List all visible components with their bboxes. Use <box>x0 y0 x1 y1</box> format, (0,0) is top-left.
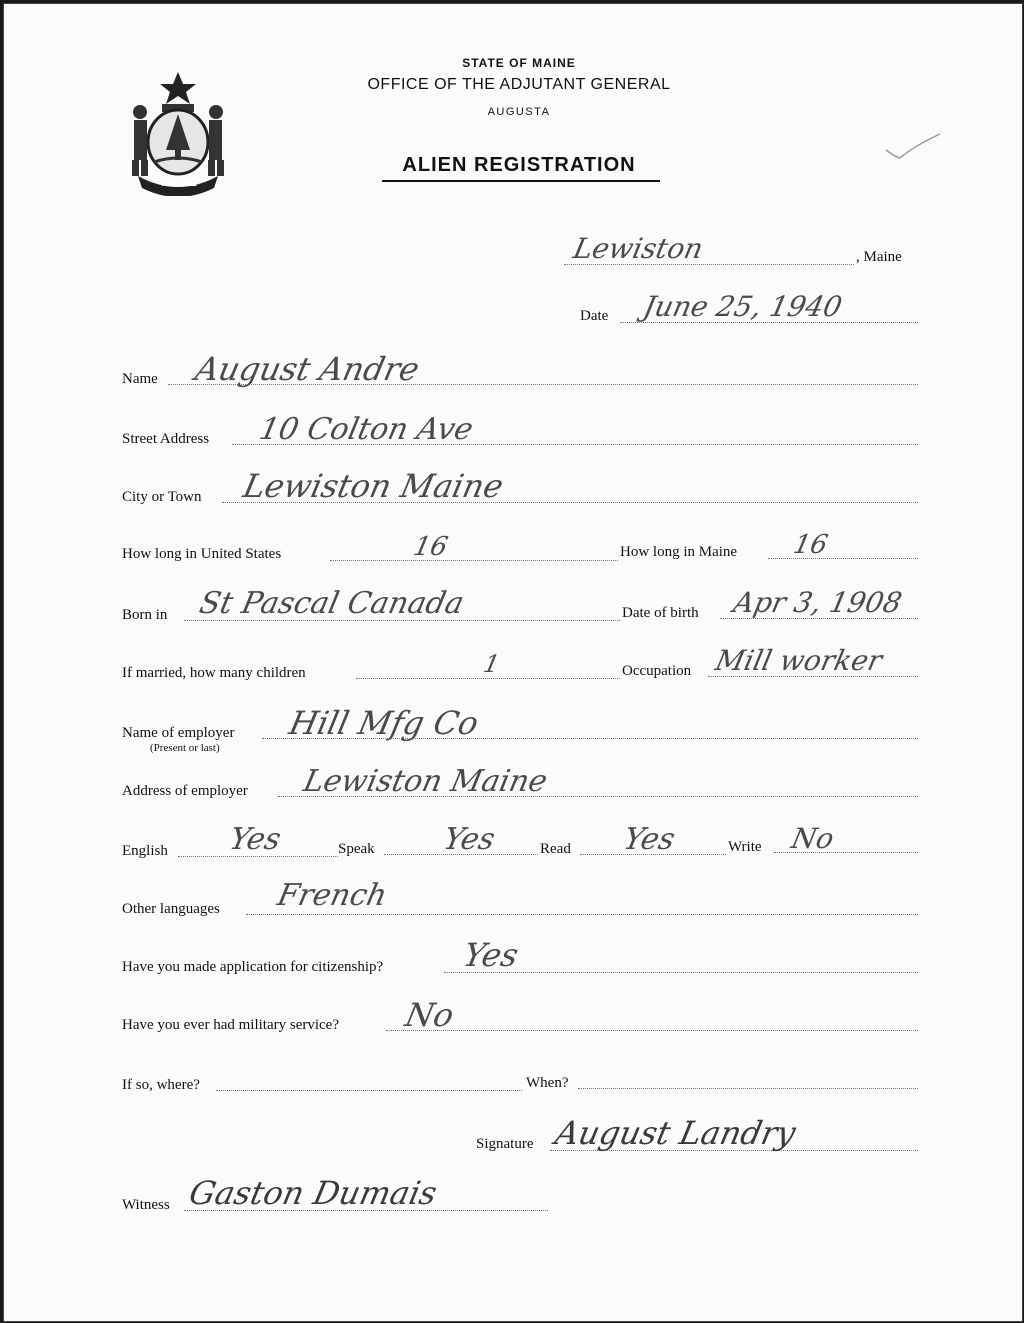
if-so-where-label: If so, where? <box>122 1077 200 1093</box>
date-value: June 25, 1940 <box>640 290 845 323</box>
street-address-value: 10 Colton Ave <box>256 412 477 447</box>
english-label: English <box>122 843 168 859</box>
how-long-us-value: 16 <box>410 532 451 562</box>
children-value: 1 <box>481 650 503 678</box>
street-address-label: Street Address <box>122 431 210 447</box>
place-value: Lewiston <box>570 232 707 265</box>
speak-label: Speak <box>338 841 375 857</box>
born-in-value: St Pascal Canada <box>196 586 467 621</box>
other-languages-line <box>246 914 918 915</box>
employer-label: Name of employer <box>122 725 235 741</box>
how-long-us-line <box>330 560 618 561</box>
date-of-birth-label: Date of birth <box>622 605 699 621</box>
city-value: Lewiston Maine <box>239 467 507 505</box>
citizenship-value: Yes <box>459 936 522 974</box>
signature-value: August Landry <box>551 1114 800 1152</box>
read-value: Yes <box>620 822 679 857</box>
if-so-where-line <box>216 1090 522 1091</box>
occupation-label: Occupation <box>622 663 692 679</box>
english-value: Yes <box>226 822 285 857</box>
read-label: Read <box>540 841 571 857</box>
children-label: If married, how many children <box>122 665 306 681</box>
registration-form <box>3 3 1023 1322</box>
present-or-last-note: (Present or last) <box>150 742 220 754</box>
how-long-maine-value: 16 <box>790 530 831 560</box>
children-line <box>356 678 620 679</box>
checkmark-icon <box>884 132 944 162</box>
witness-value: Gaston Dumais <box>185 1174 441 1212</box>
how-long-us-label: How long in United States <box>122 546 282 562</box>
military-label: Have you ever had military service? <box>122 1017 339 1033</box>
form-title: ALIEN REGISTRATION <box>402 154 636 176</box>
write-value: No <box>788 822 837 855</box>
employer-value: Hill Mfg Co <box>285 704 482 742</box>
other-languages-value: French <box>274 878 391 913</box>
military-line <box>386 1030 918 1031</box>
when-label: When? <box>526 1075 569 1091</box>
date-of-birth-value: Apr 3, 1908 <box>730 586 905 619</box>
how-long-maine-label: How long in Maine <box>620 544 738 560</box>
born-in-label: Born in <box>122 607 168 623</box>
date-label: Date <box>580 308 609 324</box>
employer-address-value: Lewiston Maine <box>300 764 551 799</box>
other-languages-label: Other languages <box>122 901 220 917</box>
when-line <box>578 1088 918 1089</box>
title-underline <box>382 180 660 182</box>
citizenship-label: Have you made application for citizenship? <box>122 959 384 975</box>
seal-banner-text: MAINE <box>161 177 197 189</box>
city-label: City or Town <box>122 489 202 505</box>
header-office: OFFICE OF THE ADJUTANT GENERAL <box>367 76 671 93</box>
write-label: Write <box>728 839 762 855</box>
citizenship-line <box>444 972 918 973</box>
employer-address-label: Address of employer <box>122 783 248 799</box>
name-label: Name <box>122 371 158 387</box>
maine-suffix: , Maine <box>856 249 902 265</box>
header-city: AUGUSTA <box>487 106 551 118</box>
witness-label: Witness <box>122 1197 170 1213</box>
speak-value: Yes <box>440 822 499 857</box>
occupation-value: Mill worker <box>712 644 886 677</box>
signature-label: Signature <box>476 1136 534 1152</box>
header-state: STATE OF MAINE <box>462 56 576 70</box>
military-value: No <box>401 996 458 1034</box>
name-value: August Andre <box>191 350 423 388</box>
